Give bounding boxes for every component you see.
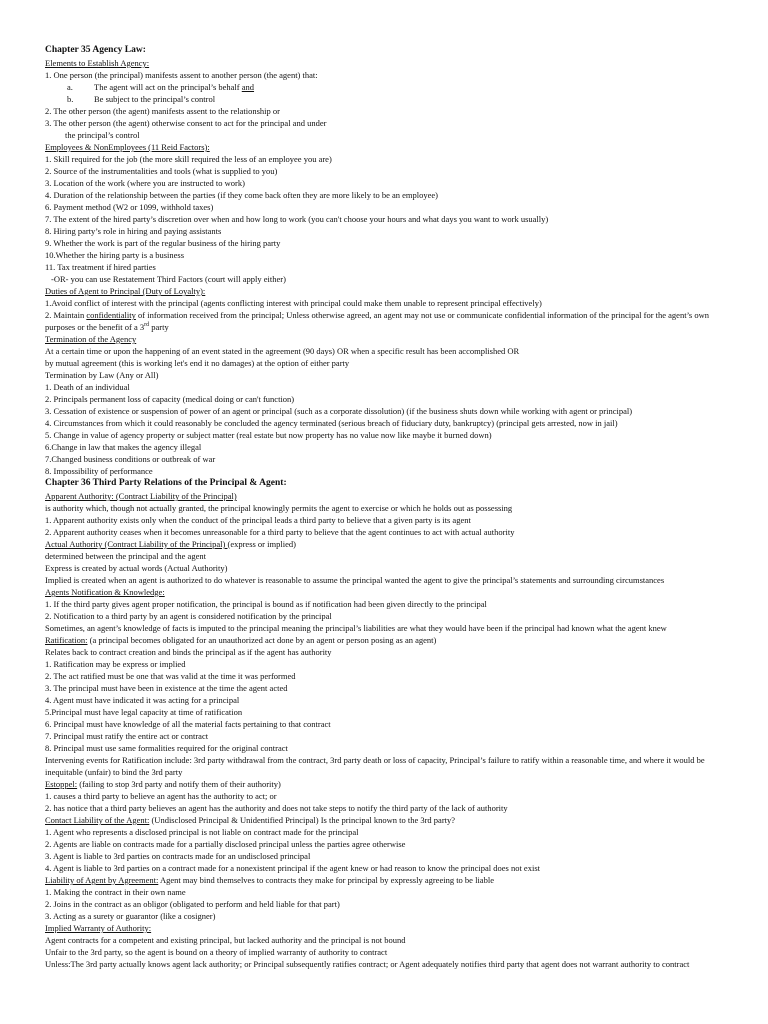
list-item: 5. Change in value of agency property or subject matter (real estate but now property has no value now like maybe it burned down) <box>45 430 492 440</box>
list-item: 1. Making the contract in their own name <box>45 887 186 897</box>
chapter-35-title: Chapter 35 Agency Law: <box>45 45 146 55</box>
list-item: Relates back to contract creation and binds the principal as if the agent has authority <box>45 647 332 657</box>
list-item: 4. Agent is liable to 3rd parties on a contract made for a nonexistent principal if the agent knew or had reason to know the principal does not exist <box>45 863 540 873</box>
list-item: 2. Apparent authority ceases when it becomes unreasonable for a third party to believe that the agent continues to act with actual authority <box>45 527 515 537</box>
contract-liability-heading-line: Contact Liability of the Agent: (Undisclosed Principal & Unidentified Principal) Is the principal known to the 3rd party? <box>45 815 456 825</box>
list-item: 6.Change in law that makes the agency illegal <box>45 442 202 452</box>
list-item: 3. Cessation of existence or suspension of power of an agent or principal (such as a corporate dissolution) (if the business shuts down while working with agent or principal) <box>45 406 633 416</box>
duty-1: 1.Avoid conflict of interest with the principal (agents conflicting interest with principal could make them unable to represent principal effectively) <box>45 298 542 308</box>
estoppel-heading-line: Estoppel: (failing to stop 3rd party and notify them of their authority) <box>45 779 281 789</box>
list-item: 3. Location of the work (where you are instructed to work) <box>45 178 245 188</box>
list-item: 1. Ratification may be express or implied <box>45 659 186 669</box>
list-item: 7. The extent of the hired party’s discretion over when and how long to work (you can't choose your hours and what days you want to work usually) <box>45 214 549 224</box>
employees-heading: Employees & NonEmployees (11 Reid Factors): <box>45 142 210 152</box>
list-item: determined between the principal and the agent <box>45 551 206 561</box>
elements-heading: Elements to Establish Agency: <box>45 58 150 68</box>
list-item: 11. Tax treatment if hired parties <box>45 262 156 272</box>
list-item: 2. Agents are liable on contracts made for a partially disclosed principal unless the parties agree otherwise <box>45 839 406 849</box>
liability-agreement-heading: Liability of Agent by Agreement: <box>45 875 159 885</box>
list-item: 2. Notification to a third party by an agent is considered notification by the principal <box>45 611 332 621</box>
ratification-heading: Ratification: <box>45 635 88 645</box>
list-item: 9. Whether the work is part of the regular business of the hiring party <box>45 238 281 248</box>
reid-factors-list <box>45 153 720 273</box>
ratification-heading-line: Ratification: (a principal becomes obligated for an unauthorized act done by an agent or person posing as an agent) <box>45 635 437 645</box>
list-item: 4. Duration of the relationship between the parties (if they come back often they are more likely to be an employee) <box>45 190 438 200</box>
list-item: 1. Skill required for the job (the more skill required the less of an employee you are) <box>45 154 332 164</box>
termination-law-list <box>45 381 720 477</box>
actual-authority-heading: Actual Authority (Contract Liability of the Principal) <box>45 539 228 549</box>
list-item: 2. Source of the instrumentalities and tools (what is supplied to you) <box>45 166 278 176</box>
element-1: 1. One person (the principal) manifests assent to another person (the agent) that: <box>45 70 318 80</box>
list-item: Unfair to the 3rd party, so the agent is bound on a theory of implied warranty of authority to contract <box>45 947 388 957</box>
list-item: 1. Apparent authority exists only when the conduct of the principal leads a third party to believe that a given party is its agent <box>45 515 471 525</box>
list-item: 7.Changed business conditions or outbreak of war <box>45 454 216 464</box>
list-item: 8. Hiring party’s role in hiring and paying assistants <box>45 226 222 236</box>
list-item: 2. The act ratified must be one that was valid at the time it was performed <box>45 671 296 681</box>
duty-2: 2. Maintain confidentiality of information received from the principal; Unless otherwise agreed, an agent may not use or communicate confidential information of the principal for the agent’s own purposes or the benefit of a 3rd party <box>45 310 709 332</box>
liability-agreement-heading-line: Liability of Agent by Agreement: Agent may bind themselves to contracts they make for principal by expressly agreeing to be liable <box>45 875 494 885</box>
list-item: Unless:The 3rd party actually knows agent lack authority; or Principal subsequently ratifies contract; or Agent adequately notifies third party that agent does not warrant authority to contract <box>45 959 690 969</box>
duties-heading: Duties of Agent to Principal (Duty of Loyalty): <box>45 286 206 296</box>
list-item: is authority which, though not actually granted, the principal knowingly permits the agent to exercise or which he holds out as possessing <box>45 503 513 513</box>
list-item: 3. Agent is liable to 3rd parties on contracts made for an undisclosed principal <box>45 851 311 861</box>
list-item: 1. Agent who represents a disclosed principal is not liable on contract made for the principal <box>45 827 359 837</box>
termination-line-2: by mutual agreement (this is working let's end it no damages) at the option of either party <box>45 358 350 368</box>
implied-warranty-heading: Implied Warranty of Authority: <box>45 923 152 933</box>
element-1a: a. The agent will act on the principal’s behalf and <box>67 82 255 92</box>
list-item: Express is created by actual words (Actual Authority) <box>45 563 228 573</box>
termination-line-1: At a certain time or upon the happening of an event stated in the agreement (90 days) OR when a specific result has been accomplished OR <box>45 346 520 356</box>
notification-heading: Agents Notification & Knowledge: <box>45 587 165 597</box>
list-item: 8. Impossibility of performance <box>45 466 153 476</box>
or-line: -OR- you can use Restatement Third Factors (court will apply either) <box>51 274 286 284</box>
list-item: 2. has notice that a third party believes an agent has the authority and does not take steps to notify the third party of the lack of authority <box>45 803 508 813</box>
document-page <box>45 44 720 970</box>
actual-authority-heading-line: Actual Authority (Contract Liability of the Principal) (express or implied) <box>45 539 296 549</box>
list-item: Sometimes, an agent’s knowledge of facts is imputed to the principal meaning the principal’s liabilities are what they would have been if the principal had known what the agent knew <box>45 623 667 633</box>
list-item: 8. Principal must use same formalities required for the original contract <box>45 743 288 753</box>
list-item: Implied is created when an agent is authorized to do whatever is reasonable to assume the principal wanted the agent to give the principal’s statements and surrounding circumstances <box>45 575 665 585</box>
element-2: 2. The other person (the agent) manifests assent to the relationship or <box>45 106 280 116</box>
list-item: 2. Joins in the contract as an obligor (obligated to perform and held liable for that part) <box>45 899 340 909</box>
element-3: 3. The other person (the agent) otherwise consent to act for the principal and under <box>45 118 327 128</box>
contract-liability-heading: Contact Liability of the Agent: <box>45 815 150 825</box>
list-item: Agent contracts for a competent and existing principal, but lacked authority and the principal is not bound <box>45 935 406 945</box>
list-item: 1. causes a third party to believe an agent has the authority to act; or <box>45 791 277 801</box>
list-item: 2. Principals permanent loss of capacity (medical doing or can't function) <box>45 394 295 404</box>
list-item: 5.Principal must have legal capacity at time of ratification <box>45 707 243 717</box>
list-item: 3. Acting as a surety or guarantor (like a cosigner) <box>45 911 216 921</box>
estoppel-heading: Estoppel: <box>45 779 78 789</box>
element-1b: b. Be subject to the principal’s control <box>67 94 216 104</box>
list-item: 1. If the third party gives agent proper notification, the principal is bound as if notification had been given directly to the principal <box>45 599 487 609</box>
chapter-36-title: Chapter 36 Third Party Relations of the Principal & Agent: <box>45 478 287 488</box>
termination-by-law: Termination by Law (Any or All) <box>45 370 159 380</box>
termination-heading: Termination of the Agency <box>45 334 137 344</box>
list-item: 7. Principal must ratify the entire act or contract <box>45 731 209 741</box>
list-item: 10.Whether the hiring party is a business <box>45 250 185 260</box>
list-item: 4. Agent must have indicated it was acting for a principal <box>45 695 240 705</box>
list-item: 6. Payment method (W2 or 1099, withhold taxes) <box>45 202 214 212</box>
list-item: 4. Circumstances from which it could reasonably be concluded the agency terminated (serious breach of fiduciary duty, bankruptcy) (principal gets arrested, now in jail) <box>45 418 618 428</box>
list-item: 6. Principal must have knowledge of all the material facts pertaining to that contract <box>45 719 331 729</box>
intervening-events: Intervening events for Ratification include: 3rd party withdrawal from the contract, 3rd party death or loss of capacity, Principal’s failure to ratify within a reasonable time, and where it would be inequitable (unfair) to bind the 3rd party <box>45 755 705 777</box>
list-item: 3. The principal must have been in existence at the time the agent acted <box>45 683 288 693</box>
list-item: 1. Death of an individual <box>45 382 130 392</box>
element-3-cont: the principal’s control <box>65 130 140 140</box>
apparent-authority-heading: Apparent Authority: (Contract Liability of the Principal) <box>45 491 237 501</box>
